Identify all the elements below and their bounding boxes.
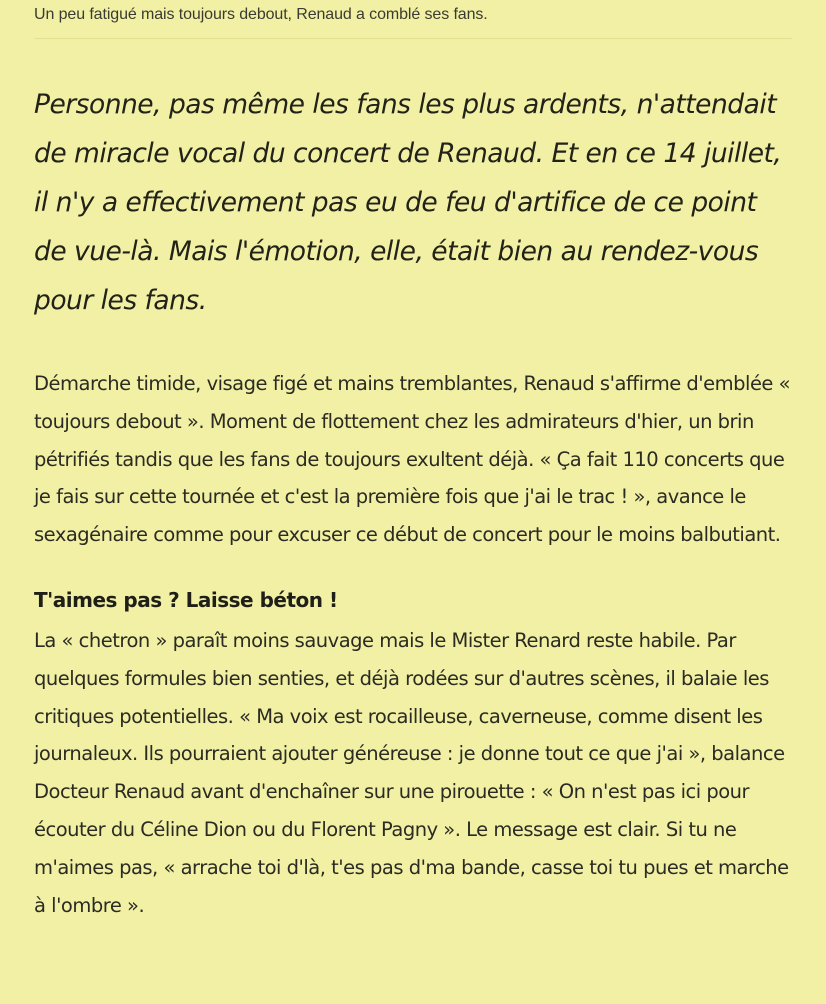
article-lede: Personne, pas même les fans les plus ardents, n'attendait de miracle vocal du concert de Renaud. Et en ce 14 juillet, il n'y a effectivement pas eu de feu d'artifice de ce point de vue-là. Mais l'émotion, elle, était bien au rendez-vous pour les fans.: [34, 89, 782, 316]
caption-divider: [34, 38, 792, 39]
article-paragraph-2: La « chetron » paraît moins sauvage mais le Mister Renard reste habile. Par quelques formules bien senties, et déjà rodées sur d'autres scènes, il balaie les critiques potentielles. « Ma voix est rocailleuse, caverneuse, comme disent les journaleux. Ils pourraient ajouter généreuse : je donne tout ce que j'ai », balance Docteur Renaud avant d'enchaîner sur une pirouette : « On n'est pas ici pour écouter du Céline Dion ou du Florent Pagny ». Le message est clair. Si tu ne m'aimes pas, « arrache toi d'là, t'es pas d'ma bande, casse toi tu pues et marche à l'ombre ».: [34, 628, 789, 917]
article-paragraph-1: Démarche timide, visage figé et mains tremblantes, Renaud s'affirme d'emblée « toujours debout ». Moment de flottement chez les admirateurs d'hier, un brin pétrifiés tandis que les fans de toujours exultent déjà. « Ça fait 110 concerts que je fais sur cette tournée et c'est la première fois que j'ai le trac ! », avance le sexagénaire comme pour excuser ce début de concert pour le moins balbutiant.: [34, 372, 791, 547]
article-subheading: T'aimes pas ? Laisse béton !: [34, 587, 338, 612]
photo-caption: Un peu fatigué mais toujours debout, Renaud a comblé ses fans.: [34, 6, 488, 23]
